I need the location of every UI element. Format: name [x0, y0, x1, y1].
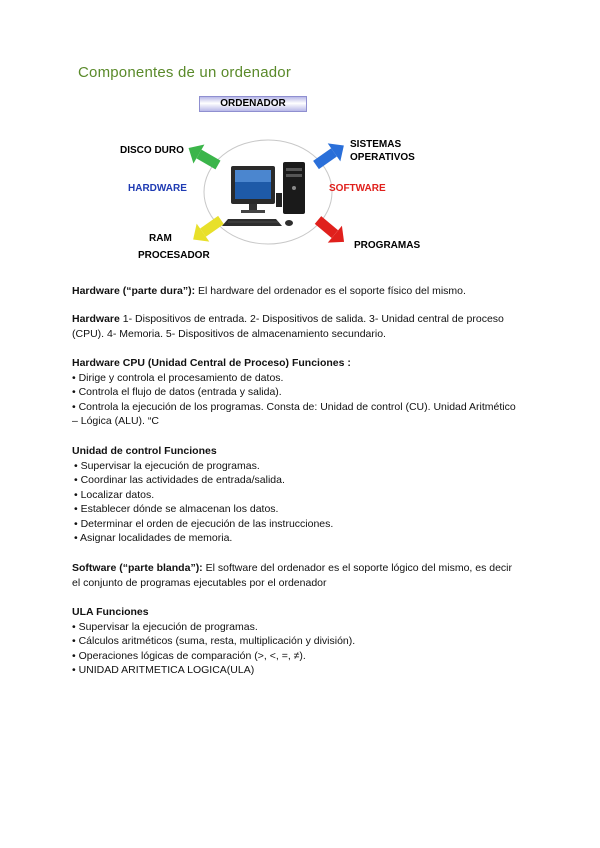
cpu-function-item: • Controla la ejecución de los programas. Consta de: Unidad de control (CU). Unidad Aritmético – Lógica (ALU). “C — [72, 400, 516, 427]
blue-arrow-icon — [310, 136, 350, 174]
hardware-list-text: 1- Dispositivos de entrada. 2- Dispositivos de salida. 3- Unidad central de proceso (CPU). 4- Memoria. 5- Dispositivos de almacenamiento secundario. — [72, 313, 504, 340]
ula-function-item: • Cálculos aritméticos (suma, resta, multiplicación y división). — [72, 635, 356, 647]
control-unit-item: • Supervisar la ejecución de programas. — [74, 459, 260, 472]
green-arrow-icon — [183, 138, 223, 174]
label-disco-duro: DISCO DURO — [120, 145, 184, 156]
computer-components-diagram — [100, 92, 440, 272]
section-control-unit-functions — [72, 444, 522, 546]
software-definition-text: El software del ordenador es el soporte lógico del mismo, es decir el conjunto de programas ejecutables por el ordenador — [72, 562, 513, 589]
cpu-functions-title: Hardware CPU (Unidad Central de Proceso) Funciones : — [72, 357, 351, 369]
computer-icon — [222, 162, 305, 226]
label-ram: RAM — [149, 233, 172, 244]
hardware-definition-text: El hardware del ordenador es el soporte físico del mismo. — [195, 285, 466, 297]
section-software-definition — [72, 561, 522, 590]
ula-function-item: • Supervisar la ejecución de programas. — [72, 620, 258, 633]
diagram-title: ORDENADOR — [199, 96, 307, 112]
control-unit-item: • Asignar localidades de memoria. — [74, 532, 233, 544]
ula-function-item: • UNIDAD ARITMETICA LOGICA(ULA) — [72, 664, 255, 676]
section-ula-functions — [72, 605, 522, 678]
control-unit-title: Unidad de control Funciones — [72, 445, 217, 457]
label-software: SOFTWARE — [329, 183, 386, 194]
control-unit-item: • Localizar datos. — [74, 488, 155, 501]
label-sistemas: SISTEMAS — [350, 139, 402, 150]
section-hardware-definition — [72, 284, 522, 299]
software-definition-title: Software (“parte blanda”): — [72, 562, 203, 574]
label-operativos: OPERATIVOS — [350, 152, 415, 163]
page-heading: Componentes de un ordenador — [78, 64, 292, 81]
label-procesador: PROCESADOR — [138, 250, 210, 261]
yellow-arrow-icon — [187, 211, 227, 249]
label-programas: PROGRAMAS — [354, 240, 421, 251]
section-hardware-list — [72, 312, 522, 341]
control-unit-item: • Determinar el orden de ejecución de las instrucciones. — [74, 517, 334, 530]
cpu-function-item: • Dirige y controla el procesamiento de datos. — [72, 371, 284, 384]
control-unit-item: • Coordinar las actividades de entrada/salida. — [74, 474, 285, 486]
ula-functions-title: ULA Funciones — [72, 606, 149, 618]
ula-function-item: • Operaciones lógicas de comparación (>, <, =, ≠). — [72, 649, 306, 662]
control-unit-item: • Establecer dónde se almacenan los datos. — [74, 503, 279, 515]
section-cpu-functions — [72, 356, 522, 429]
label-hardware: HARDWARE — [128, 183, 187, 194]
red-arrow-icon — [311, 212, 351, 251]
hardware-definition-title: Hardware (“parte dura”): — [72, 285, 196, 297]
hardware-list-title: Hardware — [72, 313, 120, 325]
cpu-function-item: • Controla el flujo de datos (entrada y salida). — [72, 386, 282, 398]
